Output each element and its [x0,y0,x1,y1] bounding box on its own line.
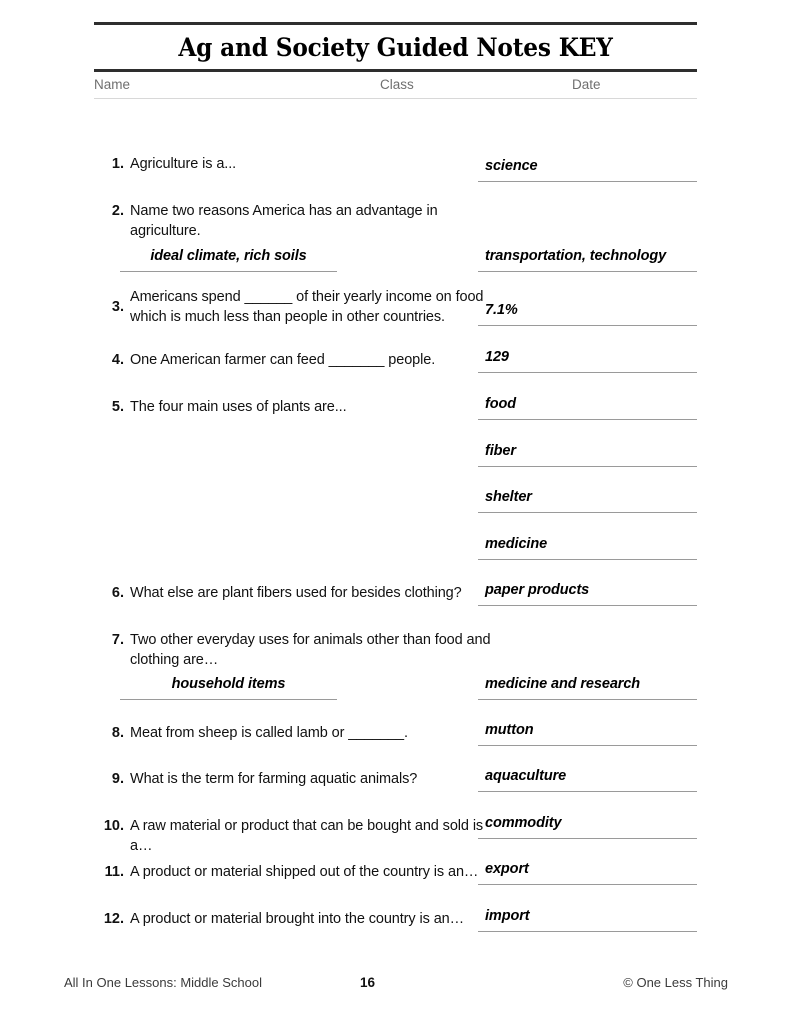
answer-line[interactable] [478,437,697,467]
student-info-row [94,72,697,99]
question-text: Agriculture is a... [130,156,237,172]
answer-line[interactable] [478,343,697,373]
answer-line[interactable] [478,716,697,746]
question-number: 6. [111,585,124,601]
answer-line[interactable] [478,855,697,885]
answer-line[interactable] [478,762,697,792]
question-number: 3. [111,299,124,315]
answer-line[interactable] [120,242,337,272]
question-number: 10. [103,818,124,834]
answer-value: aquaculture [485,768,567,784]
answer-value: transportation, technology [485,248,667,264]
question-text: A product or material shipped out of the country is an… [130,864,479,880]
answer-value: food [485,396,517,412]
question-text: A raw material or product that can be bought and sold is a… [130,818,484,854]
answer-line[interactable] [478,483,697,513]
question-text: What else are plant fibers used for besides clothing? [130,585,462,601]
question-text: The four main uses of plants are... [130,399,347,415]
answer-line[interactable] [478,576,697,606]
footer-series-label: All In One Lessons: Middle School [64,975,262,990]
footer-copyright: © One Less Thing [623,975,728,990]
name-field-label: Name [94,77,131,92]
page-title: Ag and Society Guided Notes KEY [178,33,613,62]
question-number: 7. [111,632,124,648]
question-number: 5. [111,399,124,415]
date-field-label: Date [572,77,601,92]
question-text: Meat from sheep is called lamb or _______. [130,725,408,741]
answer-line[interactable] [478,390,697,420]
answer-line[interactable] [478,242,697,272]
answer-value: shelter [485,489,532,505]
question-text: Two other everyday uses for animals other than food and clothing are… [130,632,491,668]
document-header [94,22,697,99]
answer-value: fiber [485,443,516,459]
question-number: 1. [111,156,124,172]
answer-value: medicine [485,536,548,552]
answer-line[interactable] [478,670,697,700]
answer-value: paper products [485,582,590,598]
answer-line[interactable] [478,152,697,182]
answer-value: export [485,861,529,877]
answer-value: mutton [485,722,534,738]
question-text: What is the term for farming aquatic animals? [130,771,418,787]
answer-line[interactable] [478,809,697,839]
footer-page-number: 16 [360,975,376,990]
question-number: 12. [103,911,124,927]
question-number: 9. [111,771,124,787]
answer-value: science [485,158,538,174]
answer-line[interactable] [120,670,337,700]
answer-value: ideal climate, rich soils [150,248,307,264]
question-number: 4. [111,352,124,368]
question-text: A product or material brought into the country is an… [130,911,465,927]
answer-line[interactable] [478,296,697,326]
answer-value: 129 [485,349,509,365]
question-text: Name two reasons America has an advantage in agriculture. [130,203,438,239]
page-footer [64,975,728,995]
answer-value: medicine and research [485,676,641,692]
question-number: 11. [104,864,124,880]
class-field-label: Class [380,77,414,92]
answer-line[interactable] [478,530,697,560]
question-text: One American farmer can feed _______ people. [130,352,436,368]
answer-line[interactable] [478,902,697,932]
answer-value: household items [171,676,286,692]
answer-value: 7.1% [485,302,518,318]
answer-value: import [485,908,530,924]
question-number: 8. [111,725,124,741]
answer-value: commodity [485,815,562,831]
question-number: 2. [111,203,124,219]
question-text: Americans spend ______ of their yearly income on food which is much less than people in other countries. [130,289,484,325]
